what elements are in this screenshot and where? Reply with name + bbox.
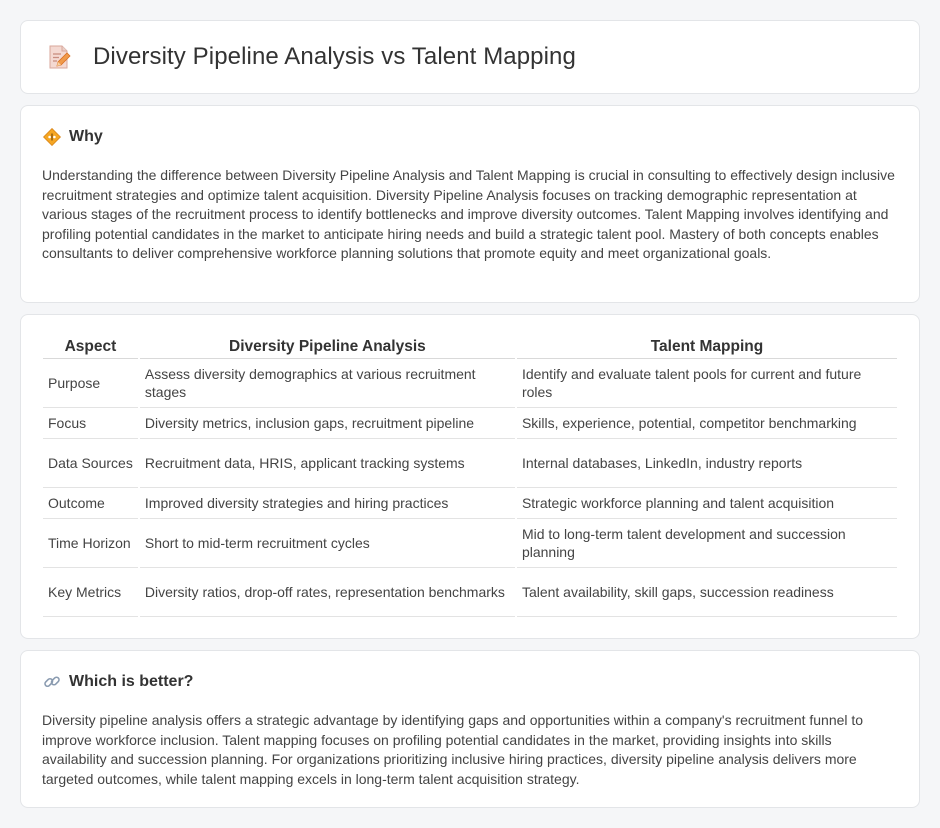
table-row xyxy=(43,439,897,488)
table-row xyxy=(43,408,897,439)
dpa-cell: Short to mid-term recruitment cycles xyxy=(140,519,515,568)
better-title: Which is better? xyxy=(69,673,194,690)
tm-cell: Internal databases, LinkedIn, industry reports xyxy=(517,439,897,488)
better-heading xyxy=(43,673,193,691)
dpa-cell: Assess diversity demographics at various recruitment stages xyxy=(140,359,515,408)
title-card xyxy=(20,20,920,94)
diamond-sign-icon xyxy=(43,128,61,146)
table-row xyxy=(43,359,897,408)
which-is-better-section xyxy=(20,650,920,808)
aspect-cell: Data Sources xyxy=(43,439,138,488)
header-talent-mapping: Talent Mapping xyxy=(517,335,897,359)
aspect-cell: Key Metrics xyxy=(43,568,138,617)
aspect-cell: Purpose xyxy=(43,359,138,408)
why-section xyxy=(20,105,920,303)
aspect-cell: Time Horizon xyxy=(43,519,138,568)
table-row xyxy=(43,568,897,617)
tm-cell: Skills, experience, potential, competitor benchmarking xyxy=(517,408,897,439)
header-aspect: Aspect xyxy=(43,335,138,359)
why-text: Understanding the difference between Diversity Pipeline Analysis and Talent Mapping is crucial in consulting to effectively design inclusive recruitment strategies and optimize talent acquisition. Diversity Pipeline Analysis focuses on tracking demographic representation at various stages of the recruitment process to identify bottlenecks and improve diversity outcomes. Talent Mapping involves identifying and profiling potential candidates in the market to anticipate hiring needs and build a strategic talent pool. Mastery of both concepts enables consultants to deliver comprehensive workforce planning solutions that promote equity and meet organizational goals. xyxy=(42,167,895,261)
table-header-row xyxy=(43,335,897,359)
dpa-cell: Diversity metrics, inclusion gaps, recruitment pipeline xyxy=(140,408,515,439)
dpa-cell: Improved diversity strategies and hiring practices xyxy=(140,488,515,519)
title-row xyxy=(47,43,576,71)
aspect-cell: Outcome xyxy=(43,488,138,519)
document-pencil-icon xyxy=(47,44,71,70)
why-title: Why xyxy=(69,128,103,145)
aspect-cell: Focus xyxy=(43,408,138,439)
tm-cell: Identify and evaluate talent pools for current and future roles xyxy=(517,359,897,408)
tm-cell: Talent availability, skill gaps, succession readiness xyxy=(517,568,897,617)
dpa-cell: Diversity ratios, drop-off rates, representation benchmarks xyxy=(140,568,515,617)
header-diversity-pipeline: Diversity Pipeline Analysis xyxy=(140,335,515,359)
dpa-cell: Recruitment data, HRIS, applicant tracking systems xyxy=(140,439,515,488)
comparison-table xyxy=(41,335,899,617)
link-icon xyxy=(43,673,61,691)
table-row xyxy=(43,519,897,568)
tm-cell: Strategic workforce planning and talent acquisition xyxy=(517,488,897,519)
comparison-section xyxy=(20,314,920,639)
table-row xyxy=(43,488,897,519)
why-heading xyxy=(43,128,103,146)
page-title: Diversity Pipeline Analysis vs Talent Mapping xyxy=(93,43,576,70)
tm-cell: Mid to long-term talent development and succession planning xyxy=(517,519,897,568)
better-text: Diversity pipeline analysis offers a strategic advantage by identifying gaps and opportunities within a company's recruitment funnel to improve workforce inclusion. Talent mapping focuses on profiling potential candidates in the market, providing insights into skills availability and succession planning. For organizations prioritizing inclusive hiring practices, diversity pipeline analysis delivers more targeted outcomes, while talent mapping excels in long-term talent acquisition strategy. xyxy=(42,712,864,787)
